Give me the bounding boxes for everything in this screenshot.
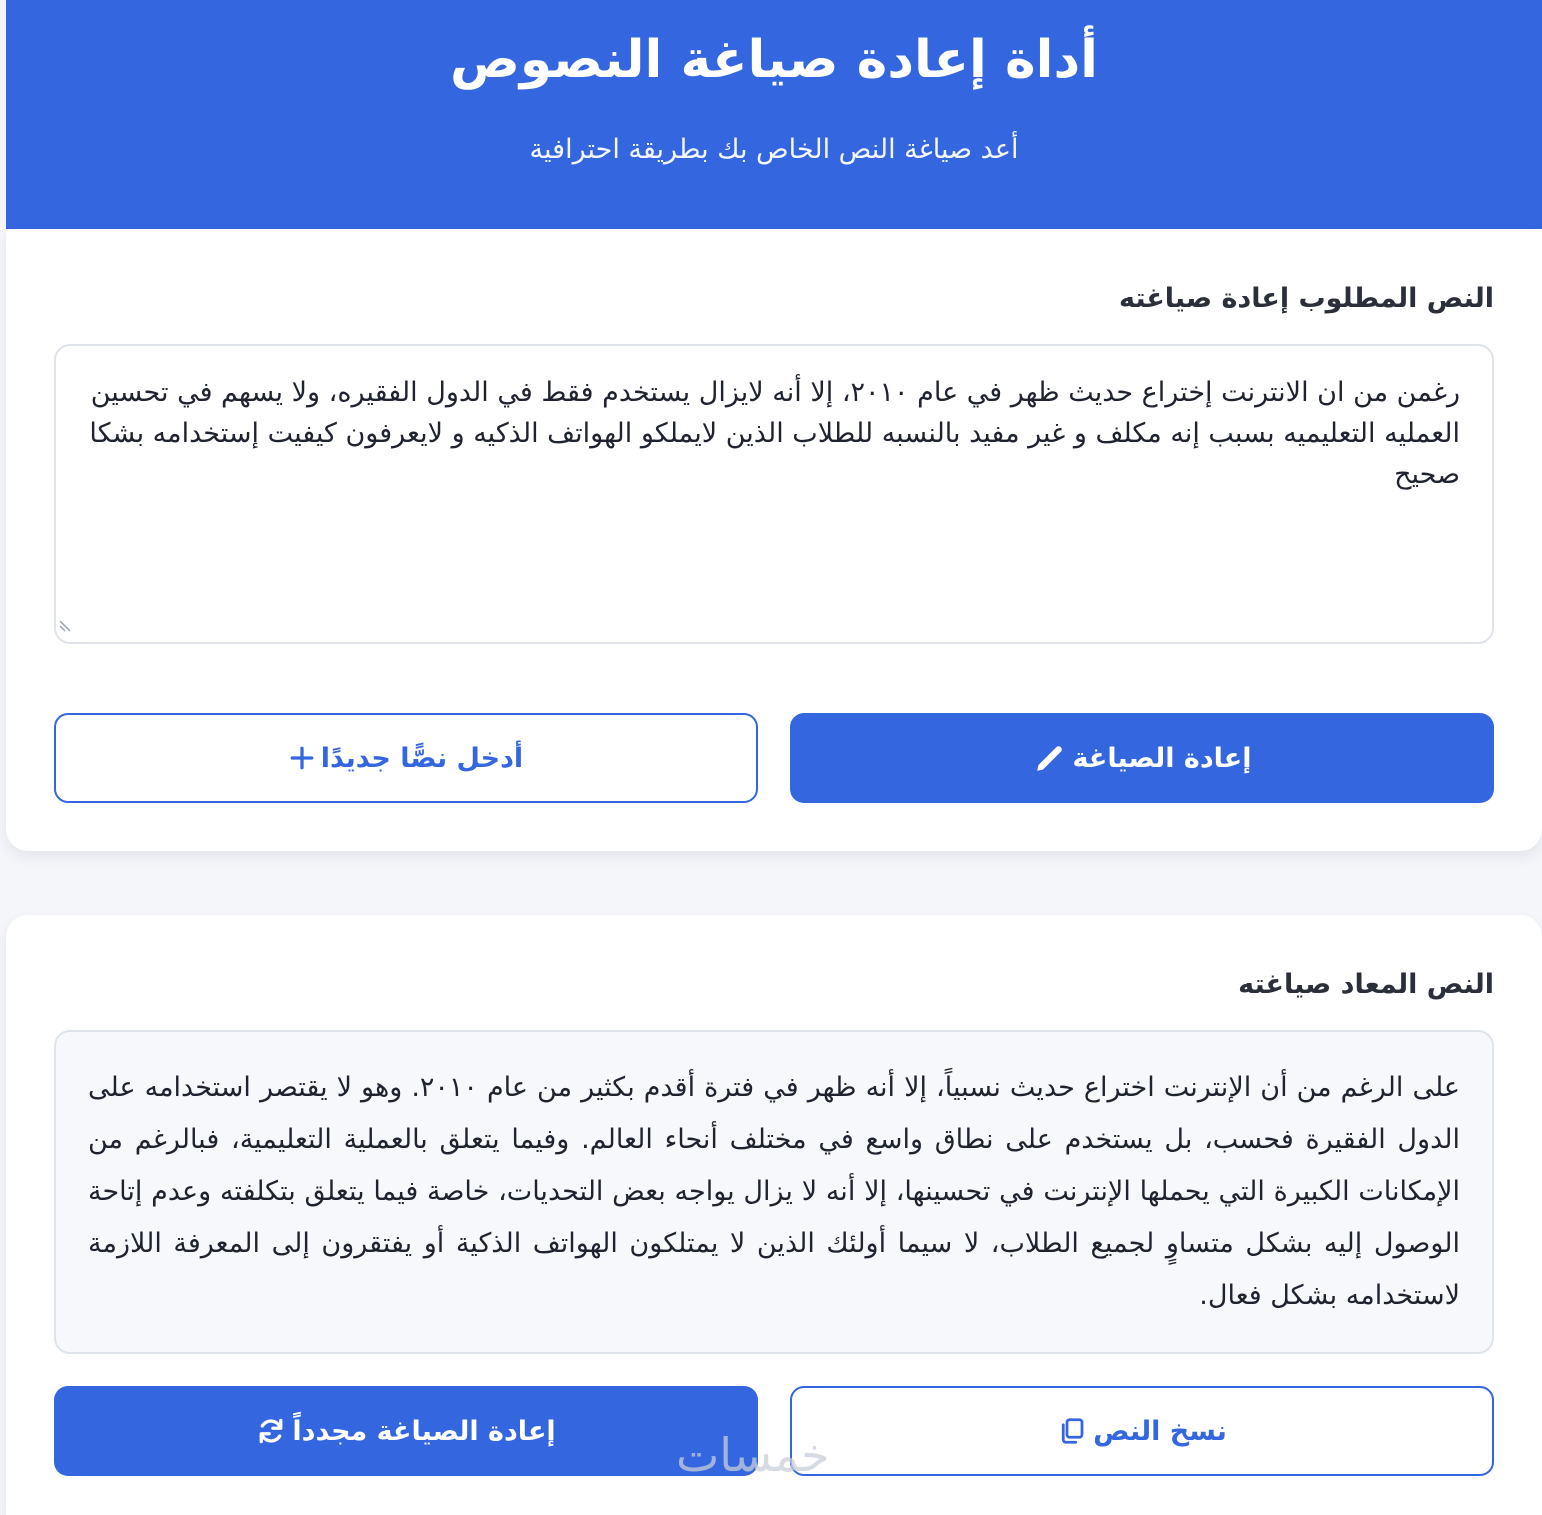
rephrase-button[interactable] bbox=[790, 713, 1494, 803]
input-card bbox=[6, 229, 1542, 851]
copy-button-label: نسخ النص bbox=[1093, 1415, 1227, 1447]
watermark-logo: خمسات bbox=[676, 1428, 830, 1482]
copy-text-button[interactable] bbox=[790, 1386, 1494, 1476]
rephrased-text: على الرغم من أن الإنترنت اختراع حديث نسبياً، إلا أنه ظهر في فترة أقدم بكثير من عام ٢٠١٠. وهو لا يقتصر استخدامه على الدول الفقيرة فحسب، بل يستخدم على نطاق واسع في مختلف أنحاء العالم. وفيما يتعلق بالعملية التعليمية، فبالرغم من الإمكانات الكبيرة التي يحملها الإنترنت في تحسينها، إلا أنه لا يزال يواجه بعض التحديات، خاصة فيما يتعلق بتكلفته وعدم إتاحة الوصول إليه بشكل متساوٍ لجميع الطلاب، لا سيما أولئك الذين لا يمتلكون الهواتف الذكية أو يفتقرون إلى المعرفة اللازمة لاستخدامه بشكل فعال. bbox=[54, 1030, 1494, 1354]
pencil-icon bbox=[1033, 741, 1067, 775]
page-title: أداة إعادة صياغة النصوص bbox=[449, 30, 1099, 90]
input-label: النص المطلوب إعادة صياغته bbox=[1118, 283, 1494, 314]
plus-icon bbox=[289, 745, 315, 771]
page-subtitle: أعد صياغة النص الخاص بك بطريقة احترافية bbox=[529, 134, 1019, 165]
input-textarea[interactable] bbox=[54, 344, 1494, 644]
app-header bbox=[6, 0, 1542, 229]
copy-icon bbox=[1057, 1416, 1087, 1446]
new-text-button[interactable] bbox=[54, 713, 758, 803]
rephrase-again-button-label: إعادة الصياغة مجدداً bbox=[292, 1415, 556, 1447]
resize-handle-icon[interactable] bbox=[58, 619, 72, 633]
output-card bbox=[6, 915, 1542, 1515]
refresh-icon bbox=[256, 1416, 286, 1446]
rephrase-again-button[interactable] bbox=[54, 1386, 758, 1476]
new-text-button-label: أدخل نصًّا جديدًا bbox=[320, 742, 524, 774]
rephrase-button-label: إعادة الصياغة bbox=[1072, 742, 1252, 774]
output-label: النص المعاد صياغته bbox=[1238, 969, 1494, 1000]
